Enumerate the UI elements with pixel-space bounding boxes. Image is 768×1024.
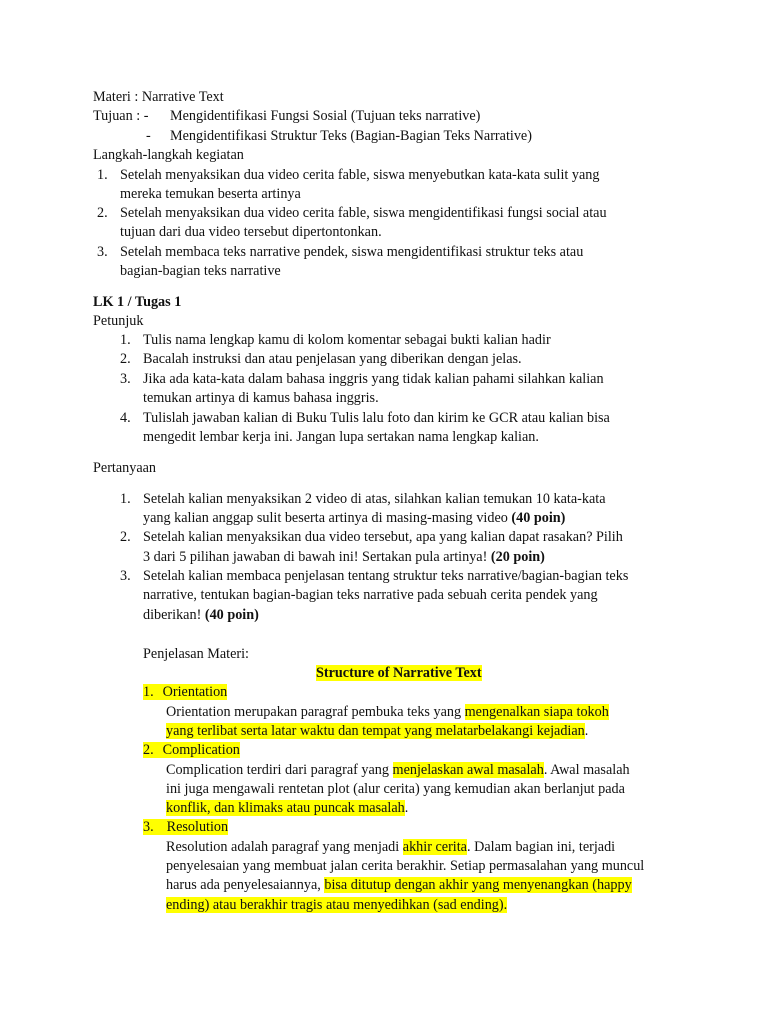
pertanyaan-line [143,606,259,626]
pertanyaan-line: Setelah kalian menyaksikan 2 video di atas, silahkan kalian temukan 10 kata-kata [143,491,606,507]
petunjuk-item-line: Bacalah instruksi dan atau penjelasan yang diberikan dengan jelas. [143,351,522,367]
orientation-title: Orientation [154,684,228,700]
pertanyaan-line [143,509,565,529]
langkah-num: 3. [97,244,108,260]
orientation-highlight: yang terlibat serta latar waktu dan tempat yang melatarbelakangi kejadian [166,723,585,739]
pertanyaan-line [143,548,545,568]
petunjuk-item-line: mengedit lembar kerja ini. Jangan lupa sertakan nama lengkap kalian. [143,429,539,445]
orientation-heading [143,683,227,703]
langkah-item-line: Setelah menyaksikan dua video cerita fable, siswa menyebutkan kata-kata sulit yang [120,167,600,183]
langkah-item-line: tujuan dari dua video tersebut dipertontonkan. [120,224,382,240]
orientation-line [166,722,588,742]
petunjuk-title: Petunjuk [93,313,144,329]
langkah-item-line: Setelah membaca teks narrative pendek, siswa mengidentifikasi struktur teks atau [120,244,584,260]
complication-num: 2. [143,742,154,758]
langkah-title: Langkah-langkah kegiatan [93,147,244,163]
materi-line: Materi : Narrative Text [93,89,224,105]
complication-line [166,799,408,819]
resolution-line [166,876,632,896]
resolution-highlight: ending) atau berakhir tragis atau menyedihkan (sad ending) [166,897,504,913]
complication-text: Complication terdiri dari paragraf yang [166,762,393,778]
complication-heading [143,741,240,761]
langkah-item-line: mereka temukan beserta artinya [120,186,301,202]
points-label: (20 poin) [490,549,545,565]
pertanyaan-line: Setelah kalian membaca penjelasan tentang struktur teks narrative/bagian-bagian teks [143,568,629,584]
structure-title-text: Structure of Narrative Text [316,665,482,681]
resolution-text: Resolution adalah paragraf yang menjadi [166,839,403,855]
petunjuk-num: 1. [120,332,131,348]
resolution-line [166,838,615,858]
orientation-line [166,703,609,723]
resolution-title: Resolution [154,819,228,835]
pertanyaan-num: 1. [120,491,131,507]
resolution-text: . Dalam bagian ini, terjadi [466,839,616,855]
complication-text: . Awal masalah [543,762,630,778]
langkah-num: 1. [97,167,108,183]
complication-line [166,761,630,781]
pertanyaan-text: diberikan! [143,607,205,623]
pertanyaan-text: 3 dari 5 pilihan jawaban di bawah ini! Sertakan pula artinya! [143,549,491,565]
pertanyaan-num: 3. [120,568,131,584]
tujuan-label: Tujuan : - [93,108,149,124]
complication-line: ini juga mengawali rentetan plot (alur cerita) yang kemudian akan berlanjut pada [166,781,625,797]
lk-title: LK 1 / Tugas 1 [93,294,182,310]
penjelasan-label: Penjelasan Materi: [143,646,249,662]
pertanyaan-line: narrative, tentukan bagian-bagian teks narrative pada sebuah cerita pendek yang [143,587,598,603]
points-label: (40 poin) [511,510,566,526]
orientation-text: . [584,723,589,739]
petunjuk-item-line: temukan artinya di kamus bahasa inggris. [143,390,379,406]
complication-text: . [404,800,409,816]
orientation-num: 1. [143,684,154,700]
structure-title [316,664,482,684]
pertanyaan-title: Pertanyaan [93,460,157,476]
orientation-text: Orientation merupakan paragraf pembuka teks yang [166,704,465,720]
petunjuk-num: 2. [120,351,131,367]
petunjuk-item-line: Tulislah jawaban kalian di Buku Tulis lalu foto dan kirim ke GCR atau kalian bisa [143,410,610,426]
tujuan-dash: - [146,128,151,144]
orientation-highlight: mengenalkan siapa tokoh [464,704,609,720]
resolution-text: . [503,897,508,913]
resolution-highlight: bisa ditutup dengan akhir yang menyenangkan (happy [324,877,632,893]
resolution-num: 3. [143,819,154,835]
complication-highlight: menjelaskan awal masalah [392,762,544,778]
resolution-line: penyelesaian yang membuat jalan cerita berakhir. Setiap permasalahan yang muncul [166,858,645,874]
tujuan-item-2: Mengidentifikasi Struktur Teks (Bagian-Bagian Teks Narrative) [170,128,532,144]
petunjuk-num: 4. [120,410,131,426]
resolution-text: harus ada penyelesaiannya, [166,877,325,893]
points-label: (40 poin) [204,607,259,623]
resolution-line [166,896,507,916]
petunjuk-item-line: Jika ada kata-kata dalam bahasa inggris yang tidak kalian pahami silahkan kalian [143,371,604,387]
petunjuk-num: 3. [120,371,131,387]
resolution-highlight: akhir cerita [402,839,467,855]
langkah-item-line: Setelah menyaksikan dua video cerita fable, siswa mengidentifikasi fungsi social atau [120,205,607,221]
complication-title: Complication [154,742,240,758]
pertanyaan-line: Setelah kalian menyaksikan dua video tersebut, apa yang kalian dapat rasakan? Pilih [143,529,623,545]
complication-highlight: konflik, dan klimaks atau puncak masalah [166,800,405,816]
langkah-num: 2. [97,205,108,221]
langkah-item-line: bagian-bagian teks narrative [120,263,281,279]
petunjuk-item-line: Tulis nama lengkap kamu di kolom komentar sebagai bukti kalian hadir [143,332,551,348]
pertanyaan-text: yang kalian anggap sulit beserta artinya di masing-masing video [143,510,512,526]
pertanyaan-num: 2. [120,529,131,545]
tujuan-item-1: Mengidentifikasi Fungsi Sosial (Tujuan teks narrative) [170,108,481,124]
resolution-heading [143,818,228,838]
